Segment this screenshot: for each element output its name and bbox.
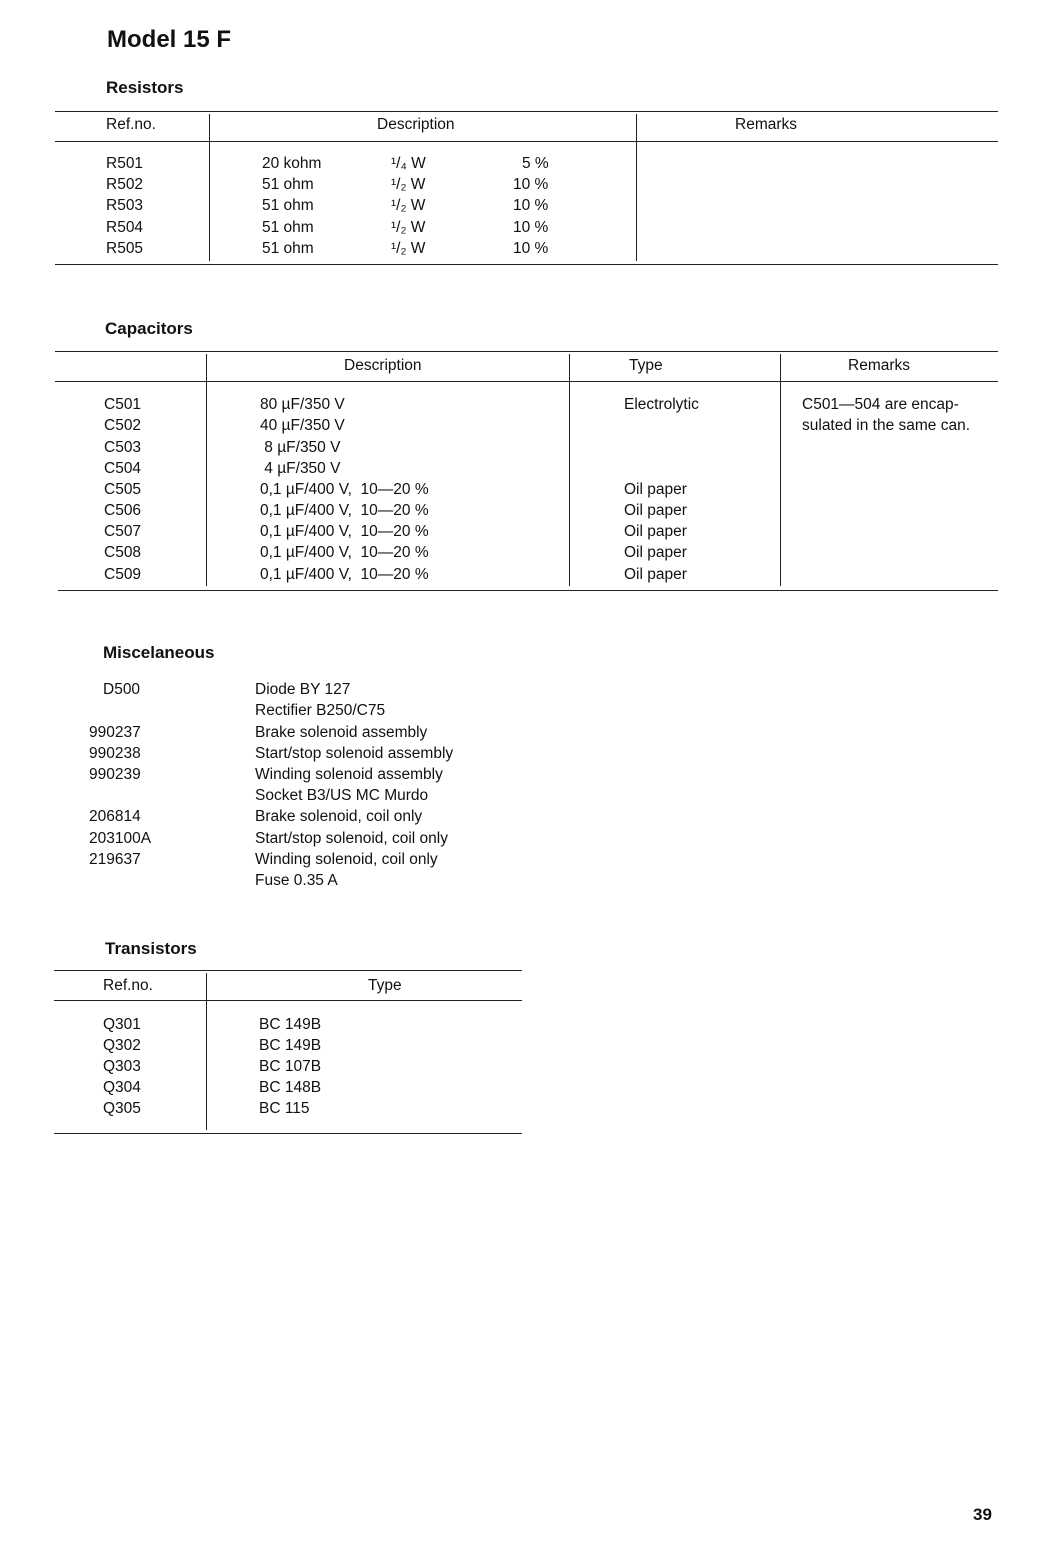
description-cell: Start/stop solenoid, coil only	[255, 830, 448, 847]
ref-cell: 990238	[89, 745, 141, 762]
tolerance-cell: 10 %	[513, 176, 549, 193]
column-header-description: Description	[344, 357, 422, 374]
description-cell: Fuse 0.35 A	[255, 872, 338, 889]
tolerance-cell: 10 %	[513, 219, 549, 236]
description-cell: 0,1 µF/400 V, 10—20 %	[260, 502, 429, 519]
table-rule	[54, 970, 522, 971]
tolerance-cell: 5 %	[522, 155, 549, 172]
type-cell: BC 149B	[259, 1016, 322, 1033]
column-header-type: Type	[629, 357, 663, 374]
ref-cell: R501	[106, 155, 144, 172]
description-cell: Brake solenoid, coil only	[255, 808, 423, 825]
type-cell: Electrolytic	[624, 396, 699, 413]
ref-cell: C509	[104, 566, 142, 583]
transistors-heading: Transistors	[105, 939, 197, 958]
type-cell: BC 149B	[259, 1037, 322, 1054]
power-cell: ¹/₂ W	[391, 240, 426, 257]
page-number: 39	[973, 1505, 992, 1524]
type-cell: BC 115	[259, 1100, 310, 1117]
ref-cell: C506	[104, 502, 142, 519]
column-header-ref: Ref.no.	[106, 116, 156, 133]
description-cell: Winding solenoid, coil only	[255, 851, 438, 868]
column-header-ref: Ref.no.	[103, 977, 153, 994]
ref-cell: R503	[106, 197, 144, 214]
ref-cell: Q304	[103, 1079, 141, 1096]
remarks-line: C501—504 are encap-	[802, 396, 959, 413]
description-cell: 0,1 µF/400 V, 10—20 %	[260, 481, 429, 498]
description-cell: Winding solenoid assembly	[255, 766, 443, 783]
power-cell: ¹/₂ W	[391, 219, 426, 236]
column-header-description: Description	[377, 116, 455, 133]
description-cell: Start/stop solenoid assembly	[255, 745, 454, 762]
ref-cell: R505	[106, 240, 144, 257]
resistors-heading: Resistors	[106, 78, 184, 97]
ref-cell: 990237	[89, 724, 141, 741]
ref-cell: Q303	[103, 1058, 141, 1075]
value-cell: 51 ohm	[262, 176, 314, 193]
description-cell: 0,1 µF/400 V, 10—20 %	[260, 566, 429, 583]
ref-cell: C502	[104, 417, 142, 434]
column-divider	[206, 354, 207, 586]
table-rule	[58, 590, 998, 591]
table-rule	[55, 111, 998, 112]
table-rule	[55, 351, 998, 352]
column-divider	[569, 354, 570, 586]
ref-cell: D500	[103, 681, 141, 698]
ref-cell: Q305	[103, 1100, 141, 1117]
ref-cell: C503	[104, 439, 142, 456]
type-cell: Oil paper	[624, 523, 687, 540]
table-rule	[55, 381, 998, 382]
type-cell: Oil paper	[624, 544, 687, 561]
ref-cell: 990239	[89, 766, 141, 783]
column-divider	[636, 114, 637, 261]
description-cell: 80 µF/350 V	[260, 396, 345, 413]
ref-cell: Q302	[103, 1037, 141, 1054]
value-cell: 20 kohm	[262, 155, 322, 172]
ref-cell: Q301	[103, 1016, 141, 1033]
ref-cell: C507	[104, 523, 142, 540]
ref-cell: R502	[106, 176, 144, 193]
column-divider	[780, 354, 781, 586]
type-cell: Oil paper	[624, 502, 687, 519]
column-header-type: Type	[368, 977, 402, 994]
ref-cell: C501	[104, 396, 142, 413]
ref-cell: R504	[106, 219, 144, 236]
ref-cell: 219637	[89, 851, 141, 868]
description-cell: Rectifier B250/C75	[255, 702, 386, 719]
description-cell: 0,1 µF/400 V, 10—20 %	[260, 544, 429, 561]
description-cell: 4 µF/350 V	[260, 460, 341, 477]
capacitors-heading: Capacitors	[105, 319, 193, 338]
value-cell: 51 ohm	[262, 219, 314, 236]
description-cell: Socket B3/US MC Murdo	[255, 787, 429, 804]
column-header-remarks: Remarks	[848, 357, 911, 374]
column-header-remarks: Remarks	[735, 116, 798, 133]
type-cell: BC 107B	[259, 1058, 322, 1075]
value-cell: 51 ohm	[262, 240, 314, 257]
ref-cell: 203100A	[89, 830, 152, 847]
value-cell: 51 ohm	[262, 197, 314, 214]
type-cell: Oil paper	[624, 481, 687, 498]
description-cell: 40 µF/350 V	[260, 417, 345, 434]
tolerance-cell: 10 %	[513, 197, 549, 214]
ref-cell: C504	[104, 460, 142, 477]
description-cell: Diode BY 127	[255, 681, 351, 698]
table-rule	[55, 141, 998, 142]
table-rule	[55, 264, 998, 265]
power-cell: ¹/₂ W	[391, 176, 426, 193]
remarks-line: sulated in the same can.	[802, 417, 971, 434]
column-divider	[209, 114, 210, 261]
table-rule	[54, 1000, 522, 1001]
page-title: Model 15 F	[107, 26, 232, 53]
type-cell: Oil paper	[624, 566, 687, 583]
ref-cell: 206814	[89, 808, 141, 825]
column-divider	[206, 973, 207, 1130]
type-cell: BC 148B	[259, 1079, 322, 1096]
tolerance-cell: 10 %	[513, 240, 549, 257]
power-cell: ¹/₂ W	[391, 197, 426, 214]
description-cell: 0,1 µF/400 V, 10—20 %	[260, 523, 429, 540]
power-cell: ¹/₄ W	[391, 155, 426, 172]
table-rule	[54, 1133, 522, 1134]
description-cell: Brake solenoid assembly	[255, 724, 428, 741]
miscellaneous-heading: Miscelaneous	[103, 643, 215, 662]
ref-cell: C505	[104, 481, 142, 498]
ref-cell: C508	[104, 544, 142, 561]
description-cell: 8 µF/350 V	[260, 439, 341, 456]
